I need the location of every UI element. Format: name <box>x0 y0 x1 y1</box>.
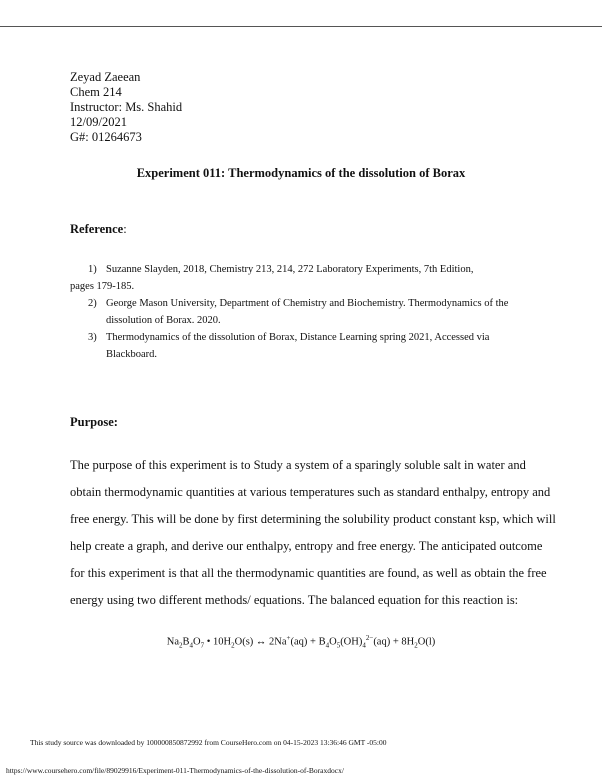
reference-number: 3) <box>88 332 97 343</box>
reference-text-continued: Blackboard. <box>106 349 158 360</box>
course-code: Chem 214 <box>70 85 122 99</box>
reference-text: Thermodynamics of the dissolution of Borax, Distance Learning spring 2021, Accessed via <box>106 332 490 343</box>
document-title: Experiment 011: Thermodynamics of the dissolution of Borax <box>136 166 466 180</box>
instructor-line: Instructor: Ms. Shahid <box>70 100 183 114</box>
reference-item <box>70 329 540 363</box>
student-id-line: G#: 01264673 <box>70 130 142 144</box>
top-divider <box>0 26 602 27</box>
author-name: Zeyad Zaeean <box>70 70 141 84</box>
source-url[interactable]: https://www.coursehero.com/file/89029916/Experiment-011-Thermodynamics-of-the-dissolution-of-Boraxdocx/ <box>6 766 344 775</box>
balanced-equation: $Na_2B_4O_7$ • $10H_2O(s)$ ↔ $2Na^+(aq) + B_4O_5(OH)_4^{2-}(aq) + 8H_2O(l)$ <box>166 634 436 650</box>
reference-heading: Reference: <box>70 222 127 236</box>
purpose-line: free energy. This will be done by first determining the solubility product constant ksp, which will <box>70 512 556 526</box>
reference-text: George Mason University, Department of Chemistry and Biochemistry. Thermodynamics of the <box>106 298 509 309</box>
purpose-line: obtain thermodynamic quantities at various temperatures such as standard enthalpy, entropy and <box>70 485 551 499</box>
reference-text: Suzanne Slayden, 2018, Chemistry 213, 214, 272 Laboratory Experiments, 7th Edition, <box>106 264 474 275</box>
reference-item <box>70 261 540 295</box>
reference-list <box>70 261 540 363</box>
purpose-line: for this experiment is that all the thermodynamic quantities are found, as well as obtain the free <box>70 566 547 580</box>
author-header <box>70 70 182 145</box>
reference-item <box>70 295 540 329</box>
purpose-line: help create a graph, and derive our enthalpy, entropy and free energy. The anticipated outcome <box>70 539 543 553</box>
purpose-line: The purpose of this experiment is to Study a system of a sparingly soluble salt in water and <box>70 458 526 472</box>
reference-text-continued: dissolution of Borax. 2020. <box>106 315 221 326</box>
reference-number: 1) <box>88 264 97 275</box>
reference-number: 2) <box>88 298 97 309</box>
purpose-heading: Purpose: <box>70 415 118 429</box>
date-line: 12/09/2021 <box>70 115 127 129</box>
purpose-line: energy using two different methods/ equations. The balanced equation for this reaction is: <box>70 593 519 607</box>
purpose-paragraph <box>70 452 556 614</box>
download-notice: This study source was downloaded by 100000850872992 from CourseHero.com on 04-15-2023 13:36:46 GMT -05:00 <box>30 738 387 747</box>
reference-text-continued: pages 179-185. <box>70 281 135 292</box>
